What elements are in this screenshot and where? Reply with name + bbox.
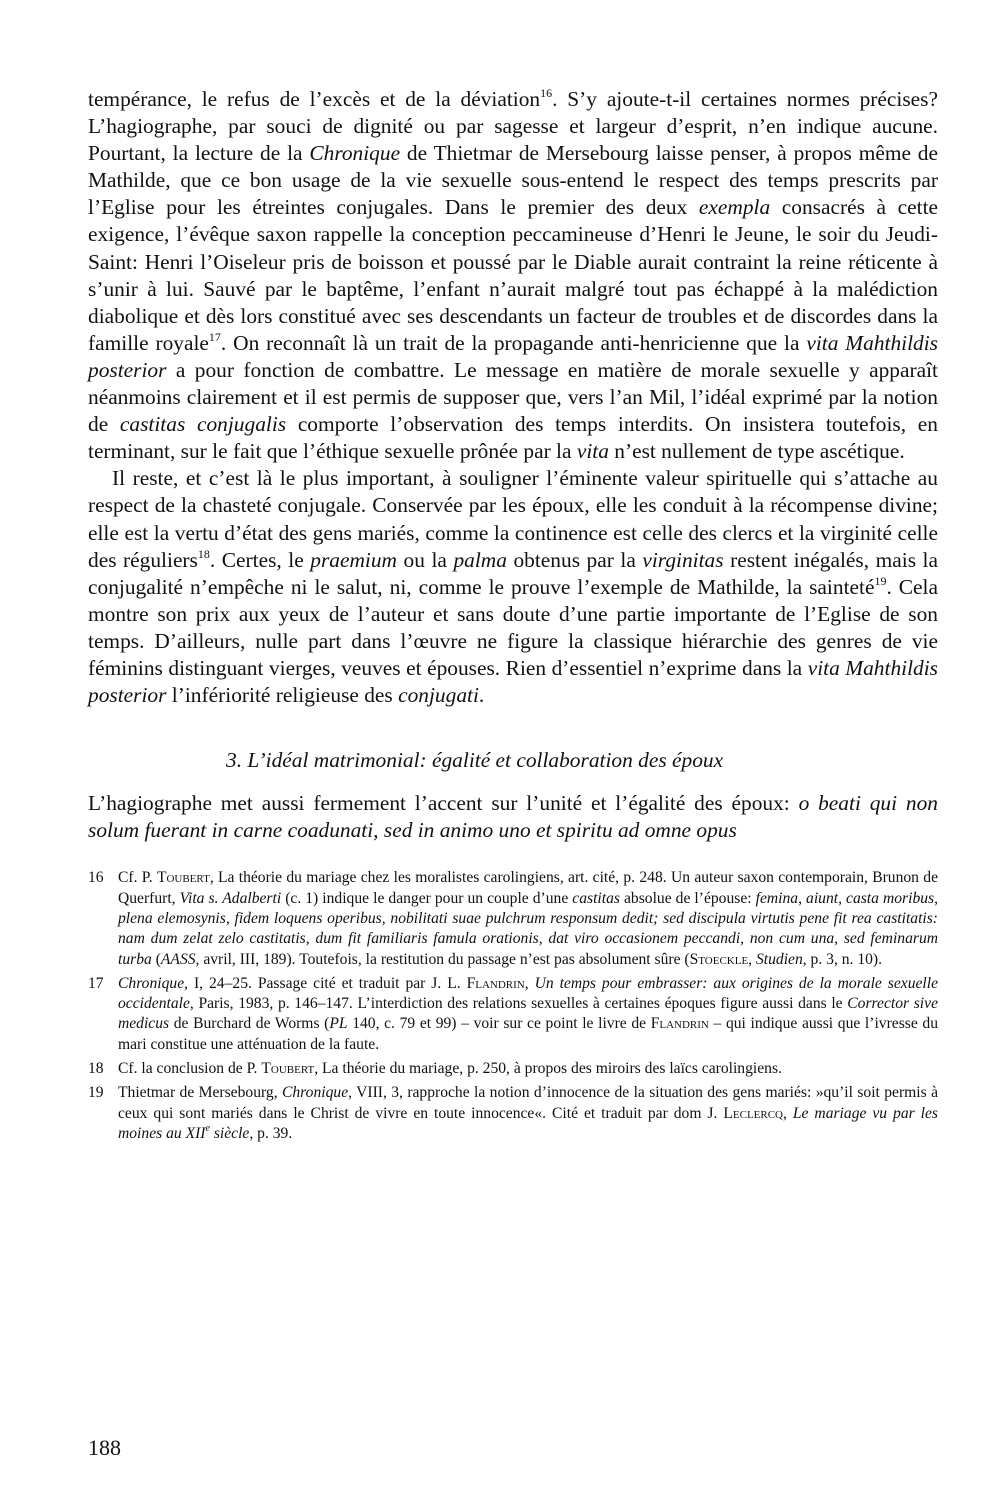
text-run: a pour fonction de combattre. Le message en matière de morale sexuelle y apparaît néanmoins clairement et il est permis de supposer que, vers l’an Mil, l’idéal exprimé par la notion de (88, 357, 938, 437)
text-run: . Certes, le (209, 547, 311, 572)
italic-run: AASS (160, 950, 196, 968)
text-run: , Paris, 1983, p. 146–147. L’interdiction des relations sexuelles à certaines époques figure aussi dans le (189, 995, 848, 1013)
text-run: absolue de l’épouse: (619, 889, 756, 907)
author-name: Stoeckle (689, 950, 749, 968)
italic-run: Vita s. Adalberti (179, 889, 282, 907)
superscript: e (205, 1122, 210, 1134)
text-run: l’infériorité religieuse des (166, 683, 399, 708)
italic-run: Un temps pour embrasser: aux origines de la morale sexuelle occidentale (118, 974, 938, 1013)
text-run: restent inégalés, mais la conjugalité n’empêche ni le salut, ni, comme le prouve l’exemple de Mathilde, la sainteté (88, 547, 938, 599)
text-run: comporte l’observation des temps interdits. On insistera toutefois, en terminant, sur le fait que l’éthique sexuelle prônée par la (88, 412, 938, 464)
text-run: Cf. P. (118, 869, 157, 887)
footnote-16 (88, 868, 938, 969)
section-number: 3. (226, 748, 243, 773)
author-name: Leclercq (723, 1104, 783, 1122)
italic-run: palma (453, 547, 507, 572)
footnote-ref-19[interactable]: 19 (874, 573, 887, 588)
text-run: . S’y ajoute-t-il certaines normes précises? L’hagiographe, par souci de dignité ou par sagesse et largeur d’esprit, n’en indique aucune. Pourtant, la lecture de la (88, 87, 938, 166)
text-run: obtenus par la (506, 547, 643, 572)
footnote-text (118, 974, 938, 1055)
text-run: Il reste, et c’est là le plus important, à souligner l’éminente valeur spirituelle qui s’attache au respect de la chasteté conjugale. Conservée par les époux, elle les conduit à la récompense divine; elle est la vertu d’état des gens mariés, comme la continence est celle des clercs et la virginité celle des réguliers (88, 466, 938, 572)
italic-run: vita (576, 439, 609, 464)
author-name: Flandrin (466, 974, 525, 992)
footnote-17 (88, 974, 938, 1055)
paragraph-1 (88, 86, 938, 465)
text-run: – qui indique aussi que l’ivresse du mari constitue une atténuation de la faute. (118, 1015, 938, 1053)
text-run: , (783, 1104, 793, 1122)
footnote-18 (88, 1059, 938, 1079)
footnote-19 (88, 1083, 938, 1144)
text-run: , (748, 950, 756, 968)
author-name: Toubert (261, 1060, 315, 1078)
footnote-text (118, 868, 938, 969)
text-run: . (478, 683, 485, 708)
footnote-text (118, 1083, 938, 1144)
footnote-ref-16[interactable]: 16 (540, 86, 553, 100)
italic-run: conjugati (398, 683, 479, 708)
author-name: Flandrin (650, 1015, 709, 1033)
text-run: , VIII, 3, rapproche la notion d’innocence de la situation des gens mariés: »qu’il soit permis à ceux qui sont mariés dans le Christ de vivre en toute innocence«. Cité et traduit par dom J. (118, 1084, 939, 1122)
text-run: tempérance, le refus de l’excès et de la déviation (88, 87, 541, 111)
italic-run: castitas (572, 889, 620, 907)
italic-run: castitas conjugalis (119, 412, 287, 437)
footnote-ref-17[interactable]: 17 (208, 329, 221, 344)
italic-run: vita Mahthildis posterior (88, 655, 938, 708)
italic-run: siècle (209, 1124, 250, 1142)
text-run: ou la (397, 547, 454, 572)
page-number: 188 (88, 1435, 121, 1460)
text-run: (c. 1) indique le danger pour un couple d’une (281, 889, 573, 907)
italic-run: Chronique (281, 1084, 349, 1102)
text-run: de Thietmar de Mersebourg laisse penser, à propos même de Mathilde, que ce bon usage de la vie sexuelle sous-entend le respect des temps prescrits par l’Eglise pour les étreintes conjugales. Dans le premier des deux (88, 141, 938, 220)
text-run: Thietmar de Mersebourg, (118, 1084, 282, 1102)
section-heading (88, 747, 938, 774)
italic-run: Chronique (118, 974, 185, 992)
text-run: , p. 3, n. 10). (802, 950, 883, 968)
text-run: . Cela montre son prix aux yeux de l’auteur et sans doute d’une partie importante de l’Eglise de son temps. D’ailleurs, nulle part dans l’œuvre ne figure la classique hiérarchie des genres de vie féminins distinguant vierges, veuves et épouses. Rien d’essentiel n’exprime dans la (88, 574, 938, 680)
footnote-number: 19 (88, 1084, 104, 1102)
text-run: , La théorie du mariage chez les moralistes carolingiens, art. cité, p. 248. Un auteur saxon contemporain, Brunon de Querfurt, (118, 869, 938, 907)
author-name: Toubert (156, 869, 210, 887)
italic-run: o beati qui non solum fuerant in carne coadunati, sed in animo uno et spiritu ad omne opus (88, 791, 938, 843)
text-run: L’hagiographe met aussi fermement l’accent sur l’unité et l’égalité des époux: (88, 791, 799, 816)
text-run: , p. 39. (249, 1124, 293, 1142)
italic-run: praemium (310, 547, 398, 572)
italic-run: virginitas (642, 547, 724, 572)
footnote-number: 17 (88, 974, 104, 992)
italic-run: Corrector sive medicus (118, 995, 938, 1033)
footnote-text (118, 1059, 938, 1079)
text-run: n’est nullement de type ascétique. (608, 439, 905, 464)
footnote-number: 16 (88, 869, 104, 887)
italic-run: Studien (755, 950, 803, 968)
text-run: consacrés à cette exigence, l’évêque saxon rappelle la conception peccamineuse d’Henri le Jeune, le soir du Jeudi-Saint: Henri l’Oiseleur pris de boisson et poussé par le Diable aurait contraint la reine réticente à s’unir à lui. Sauvé par le baptême, l’enfant n’aurait malgré tout pas échappé à la malédiction diabolique et dès lors constitué avec ses descendants un facteur de troubles et de discordes dans la famille royale (88, 195, 939, 355)
italic-run: vita Mahthildis posterior (88, 330, 938, 382)
italic-run: Le mariage vu par les moines au XII (118, 1104, 939, 1142)
footnote-ref-18[interactable]: 18 (197, 546, 210, 561)
text-run: 140, c. 79 et 99) – voir sur ce point le livre de (347, 1015, 651, 1033)
text-run: . On reconnaît là un trait de la propagande anti-henricienne que la (220, 330, 807, 355)
text-run: ( (151, 950, 161, 968)
text-run: , avril, III, 189). Toutefois, la restitution du passage n’est pas absolument sûre ( (195, 950, 690, 968)
page-body (88, 86, 938, 1148)
text-run: de Burchard de Worms ( (169, 1015, 330, 1033)
paragraph-3 (88, 790, 938, 844)
text-run: , (524, 974, 535, 992)
italic-run: femina, aiunt, casta moribus, plena elemosynis, fidem loquens operibus, nobilitati suae pulchrum responsum dedit; sed discipula virtutis pene fit rea castitatis: nam dum zelat zelo castitatis, dum fit familiaris famula orationis, dat viro occasionem peccandi, non cum una, sed feminarum turba (118, 889, 939, 968)
section-title-text: L’idéal matrimonial: égalité et collaboration des époux (247, 748, 724, 773)
italic-run: Chronique (309, 141, 401, 166)
italic-run: exempla (698, 195, 771, 220)
footnote-number: 18 (88, 1060, 104, 1078)
text-run: , La théorie du mariage, p. 250, à propos des miroirs des laïcs carolingiens. (314, 1060, 782, 1078)
text-run: Cf. la conclusion de P. (118, 1060, 262, 1078)
paragraph-2 (88, 465, 938, 709)
text-run: , I, 24–25. Passage cité et traduit par J. L. (184, 974, 467, 992)
italic-run: PL (329, 1015, 348, 1033)
footnotes (88, 868, 938, 1144)
